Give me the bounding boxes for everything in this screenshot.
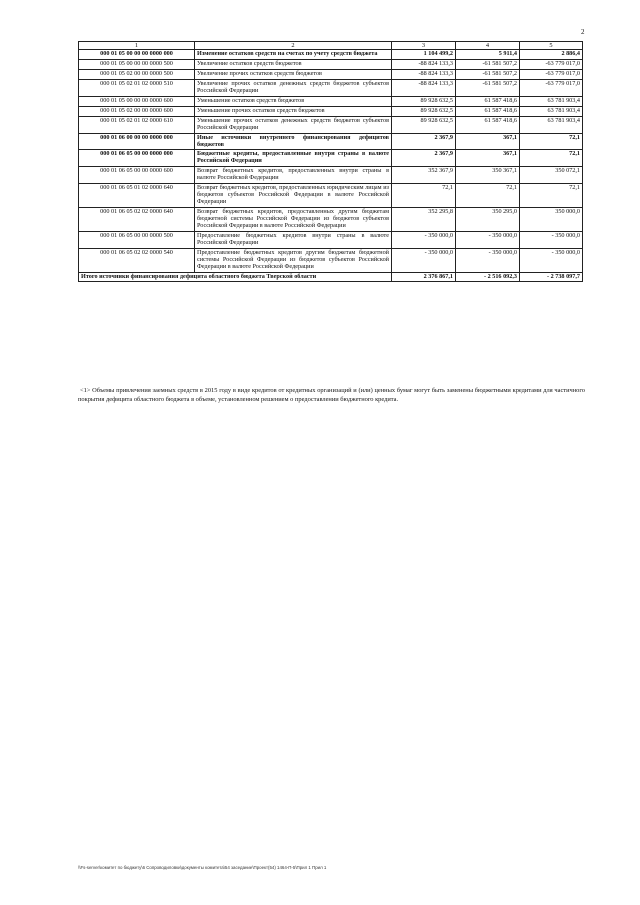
table-row — [79, 184, 583, 208]
page-number: 2 — [581, 28, 585, 36]
financing-sources-table — [78, 41, 583, 282]
value-2017: 2 886,4 — [520, 50, 583, 60]
value-2015: 72,1 — [392, 184, 456, 208]
classification-code: 000 01 05 02 01 02 0000 610 — [79, 116, 195, 133]
classification-code: 000 01 05 02 00 00 0000 500 — [79, 70, 195, 80]
total-row — [79, 272, 583, 282]
value-2016: 61 587 418,6 — [456, 116, 520, 133]
value-2016: 61 587 418,6 — [456, 96, 520, 106]
table-row — [79, 167, 583, 184]
table-row — [79, 50, 583, 60]
value-2015: 352 295,8 — [392, 208, 456, 232]
column-number-2: 2 — [195, 42, 392, 50]
value-2016: 350 367,1 — [456, 167, 520, 184]
value-2016: 5 911,4 — [456, 50, 520, 60]
file-path-footer: \\Fs-server\комитет по бюджету\6 Сопроводиловки\документы комитета\54 заседание\Проект(54) 1464-П-5\Прил 1 Прил 1 — [78, 865, 327, 870]
value-2015: 89 928 632,5 — [392, 96, 456, 106]
footnote: <1> Объемы привлечения заемных средств в 2015 году в виде кредитов от кредитных организаций и (или) ценных бумаг могут быть заменены бюджетными кредитами для частичного покрытия дефицита областного бюджета в объеме, установленном решением о предоставлении бюджетного кредита. — [78, 387, 585, 403]
column-number-4: 4 — [456, 42, 520, 50]
value-2016: -61 581 507,2 — [456, 60, 520, 70]
value-2016: -61 581 507,2 — [456, 79, 520, 96]
total-value-2015: 2 376 867,1 — [392, 272, 456, 282]
value-2016: 367,1 — [456, 133, 520, 150]
source-name: Предоставление бюджетных кредитов внутри страны в валюте Российской Федерации — [195, 231, 392, 248]
table-row — [79, 116, 583, 133]
value-2017: 350 072,1 — [520, 167, 583, 184]
classification-code: 000 01 06 05 00 00 0000 600 — [79, 167, 195, 184]
total-value-2017: - 2 738 097,7 — [520, 272, 583, 282]
value-2017: -63 779 017,0 — [520, 79, 583, 96]
source-name: Возврат бюджетных кредитов, предоставленных внутри страны в валюте Российской Федерации — [195, 167, 392, 184]
classification-code: 000 01 05 02 00 00 0000 600 — [79, 106, 195, 116]
classification-code: 000 01 06 05 00 00 0000 000 — [79, 150, 195, 167]
source-name: Иные источники внутреннего финансирования дефицитов бюджетов — [195, 133, 392, 150]
column-number-3: 3 — [392, 42, 456, 50]
classification-code: 000 01 05 00 00 00 0000 000 — [79, 50, 195, 60]
value-2017: -63 779 017,0 — [520, 70, 583, 80]
table-row — [79, 208, 583, 232]
value-2016: 61 587 418,6 — [456, 106, 520, 116]
table-row — [79, 70, 583, 80]
value-2016: - 350 000,0 — [456, 231, 520, 248]
classification-code: 000 01 06 00 00 00 0000 000 — [79, 133, 195, 150]
classification-code: 000 01 06 05 01 02 0000 640 — [79, 184, 195, 208]
total-value-2016: - 2 516 092,3 — [456, 272, 520, 282]
source-name: Уменьшение прочих остатков средств бюджетов — [195, 106, 392, 116]
column-number-5: 5 — [520, 42, 583, 50]
value-2016: - 350 000,0 — [456, 248, 520, 272]
value-2015: 2 367,9 — [392, 150, 456, 167]
value-2015: 2 367,9 — [392, 133, 456, 150]
classification-code: 000 01 06 05 02 02 0000 640 — [79, 208, 195, 232]
value-2017: 72,1 — [520, 150, 583, 167]
value-2017: 63 781 903,4 — [520, 106, 583, 116]
table-row — [79, 60, 583, 70]
source-name: Увеличение остатков средств бюджетов — [195, 60, 392, 70]
value-2017: 72,1 — [520, 133, 583, 150]
source-name: Увеличение прочих остатков средств бюджетов — [195, 70, 392, 80]
value-2016: -61 581 507,2 — [456, 70, 520, 80]
value-2015: 352 367,9 — [392, 167, 456, 184]
value-2015: -88 824 133,3 — [392, 70, 456, 80]
classification-code: 000 01 05 00 00 00 0000 500 — [79, 60, 195, 70]
table-body — [79, 50, 583, 272]
table-row — [79, 79, 583, 96]
table-row — [79, 150, 583, 167]
source-name: Предоставление бюджетных кредитов другим бюджетам бюджетной системы Российской Федерации из бюджетов субъектов Российской Федерации в валюте Российской Федерации — [195, 248, 392, 272]
source-name: Изменение остатков средств на счетах по учету средств бюджета — [195, 50, 392, 60]
value-2017: 350 000,0 — [520, 208, 583, 232]
value-2017: - 350 000,0 — [520, 231, 583, 248]
value-2017: 63 781 903,4 — [520, 96, 583, 106]
value-2015: -88 824 133,3 — [392, 60, 456, 70]
source-name: Увеличение прочих остатков денежных средств бюджетов субъектов Российской Федерации — [195, 79, 392, 96]
value-2015: 89 928 632,5 — [392, 106, 456, 116]
source-name: Уменьшение прочих остатков денежных средств бюджетов субъектов Российской Федерации — [195, 116, 392, 133]
source-name: Возврат бюджетных кредитов, предоставленных другим бюджетам бюджетной системы Российской Федерации из бюджетов субъектов Российской Федерации в валюте Российской Федерации — [195, 208, 392, 232]
value-2015: - 350 000,0 — [392, 231, 456, 248]
value-2016: 72,1 — [456, 184, 520, 208]
source-name: Уменьшение остатков средств бюджетов — [195, 96, 392, 106]
value-2015: -88 824 133,3 — [392, 79, 456, 96]
value-2015: - 350 000,0 — [392, 248, 456, 272]
total-label: Итого источники финансирования дефицита областного бюджета Тверской области — [79, 272, 392, 282]
value-2015: 89 928 632,5 — [392, 116, 456, 133]
value-2017: 63 781 903,4 — [520, 116, 583, 133]
value-2016: 350 295,0 — [456, 208, 520, 232]
value-2017: -63 779 017,0 — [520, 60, 583, 70]
classification-code: 000 01 05 02 01 02 0000 510 — [79, 79, 195, 96]
table-row — [79, 133, 583, 150]
table-row — [79, 231, 583, 248]
source-name: Возврат бюджетных кредитов, предоставленных юридическим лицам из бюджетов субъектов Российской Федерации в валюте Российской Федерации — [195, 184, 392, 208]
classification-code: 000 01 06 05 00 00 0000 500 — [79, 231, 195, 248]
value-2017: - 350 000,0 — [520, 248, 583, 272]
value-2015: 1 104 499,2 — [392, 50, 456, 60]
column-number-row — [79, 42, 583, 50]
table-row — [79, 248, 583, 272]
source-name: Бюджетные кредиты, предоставленные внутри страны в валюте Российской Федерации — [195, 150, 392, 167]
value-2016: 367,1 — [456, 150, 520, 167]
value-2017: 72,1 — [520, 184, 583, 208]
table-row — [79, 96, 583, 106]
column-number-1: 1 — [79, 42, 195, 50]
classification-code: 000 01 06 05 02 02 0000 540 — [79, 248, 195, 272]
classification-code: 000 01 05 00 00 00 0000 600 — [79, 96, 195, 106]
table-row — [79, 106, 583, 116]
